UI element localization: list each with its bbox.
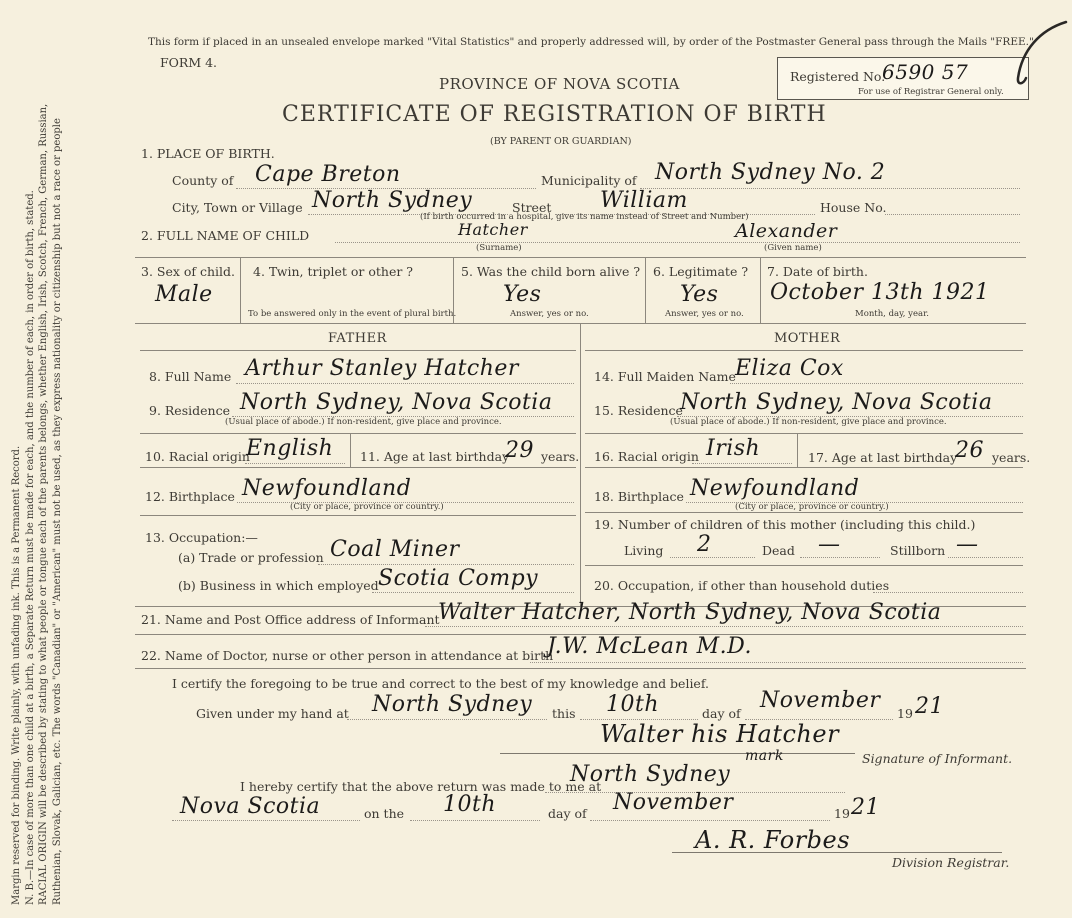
date-of-birth-value: October 13th 1921 [770, 280, 990, 305]
born-alive-label: 5. Was the child born alive ? [461, 264, 641, 279]
child-surname: Hatcher [458, 220, 528, 239]
living-label: Living [624, 543, 664, 558]
child-name-label: 2. FULL NAME OF CHILD [141, 228, 310, 243]
registrar-day-of-label: day of [548, 806, 587, 821]
given-name-caption: (Given name) [764, 243, 822, 253]
place-of-birth-heading: 1. PLACE OF BIRTH. [141, 146, 275, 161]
father-name-label: 8. Full Name [149, 369, 232, 384]
registrar-statement: I hereby certify that the above return was made to me at [240, 779, 602, 794]
margin-note: Margin reserved for binding. Write plainly, with unfading ink. This is a Permanent Record. [11, 445, 22, 905]
father-racial-value: English [246, 436, 334, 461]
county-value: Cape Breton [255, 162, 401, 187]
father-residence-value: North Sydney, Nova Scotia [240, 390, 553, 415]
father-birthplace-label: 12. Birthplace [145, 489, 235, 504]
doctor-value: J.W. McLean M.D. [547, 634, 752, 659]
mother-residence-value: North Sydney, Nova Scotia [680, 390, 993, 415]
dead-label: Dead [762, 543, 795, 558]
born-alive-note: Answer, yes or no. [510, 309, 589, 319]
father-business-label: (b) Business in which employed [178, 578, 379, 593]
surname-caption: (Surname) [476, 243, 522, 253]
mother-residence-label: 15. Residence [594, 403, 683, 418]
street-value: William [600, 188, 688, 213]
margin-notes [10, 5, 64, 905]
father-birthplace-note: (City or place, province or country.) [290, 502, 444, 512]
registrar-place-province: Nova Scotia [180, 794, 321, 819]
father-business-value: Scotia Compy [378, 566, 539, 591]
registrar-month: November [613, 790, 734, 815]
children-count-label: 19. Number of children of this mother (including this child.) [594, 517, 976, 532]
registrar-year-prefix: 19 [834, 806, 850, 821]
on-the-label: on the [364, 806, 405, 821]
informant-signature: Walter his Hatcher [600, 720, 840, 748]
doctor-label: 22. Name of Doctor, nurse or other person in attendance at birth [141, 648, 554, 663]
father-abode-note: (Usual place of abode.) If non-resident, give place and province. [225, 417, 502, 427]
mother-racial-value: Irish [706, 436, 761, 461]
living-value: 2 [697, 532, 712, 557]
form-number: FORM 4. [160, 55, 218, 70]
house-number-label: House No. [820, 200, 887, 215]
registrar-year: 21 [851, 795, 880, 820]
province-heading: PROVINCE OF NOVA SCOTIA [439, 75, 680, 93]
registrar-place: North Sydney [570, 762, 731, 787]
given-month: November [760, 688, 881, 713]
father-trade-label: (a) Trade or profession [178, 550, 324, 565]
given-label: Given under my hand at [196, 706, 349, 721]
legitimate-label: 6. Legitimate ? [653, 264, 749, 279]
city-town-village-label: City, Town or Village [172, 200, 303, 215]
street-label: Street [512, 200, 552, 215]
born-alive-value: Yes [503, 282, 542, 307]
mother-racial-label: 16. Racial origin [594, 449, 699, 464]
mother-birthplace-value: Newfoundland [690, 476, 860, 501]
legitimate-note: Answer, yes or no. [665, 309, 744, 319]
year-prefix: 19 [897, 706, 913, 721]
mother-age-label: 17. Age at last birthday [808, 450, 958, 465]
county-label: County of [172, 173, 234, 188]
date-of-birth-note: Month, day, year. [855, 309, 929, 319]
margin-note: N. B.—In case of more than one child at a birth, a Separate Return must be made for each, and the number of each, in order of birth, stated. [24, 190, 36, 905]
mother-abode-note: (Usual place of abode.) If non-resident, give place and province. [670, 417, 947, 427]
father-name-value: Arthur Stanley Hatcher [245, 356, 519, 381]
day-of-label: day of [702, 706, 741, 721]
father-birthplace-value: Newfoundland [242, 476, 412, 501]
margin-note: Ruthenian, Slovak, Galician, etc. The words "Canadian" or "American" must not be used, as they express nationality or citizenship but not a race or people [51, 118, 63, 905]
father-occupation-label: 13. Occupation:— [145, 530, 258, 545]
dead-value: — [818, 532, 841, 557]
certification-statement: I certify the foregoing to be true and correct to the best of my knowledge and belief. [172, 676, 709, 691]
mother-name-label: 14. Full Maiden Name [594, 369, 736, 384]
stillborn-value: — [956, 532, 979, 557]
town-value: North Sydney [312, 188, 473, 213]
registrar-day: 10th [443, 792, 497, 817]
sex-value: Male [155, 282, 213, 307]
mother-name-value: Eliza Cox [735, 356, 844, 381]
mother-heading: MOTHER [774, 331, 841, 346]
father-trade-value: Coal Miner [330, 537, 460, 562]
informant-signature-label: Signature of Informant. [862, 751, 1013, 766]
informant-value: Walter Hatcher, North Sydney, Nova Scotia [438, 600, 942, 625]
legitimate-value: Yes [680, 282, 719, 307]
twin-label: 4. Twin, triplet or other ? [253, 264, 413, 279]
municipality-label: Municipality of [541, 173, 637, 188]
father-heading: FATHER [328, 331, 387, 346]
page-title: CERTIFICATE OF REGISTRATION OF BIRTH [282, 102, 827, 127]
father-age-label: 11. Age at last birthday [360, 449, 510, 464]
given-place: North Sydney [372, 692, 533, 717]
registration-number: 6590 57 [882, 60, 969, 84]
ink-flourish-icon [1000, 20, 1070, 90]
registrar-signature: A. R. Forbes [695, 826, 851, 854]
father-racial-label: 10. Racial origin [145, 449, 250, 464]
father-age-value: 29 [505, 438, 534, 463]
this-label: this [552, 706, 576, 721]
registration-label: Registered No. [790, 69, 886, 84]
sex-label: 3. Sex of child. [141, 264, 236, 279]
informant-mark: mark [745, 748, 784, 764]
municipality-value: North Sydney No. 2 [655, 160, 886, 185]
mother-age-value: 26 [955, 438, 984, 463]
registration-note: For use of Registrar General only. [858, 87, 1004, 97]
father-years-label: years. [541, 449, 580, 464]
registrar-signature-label: Division Registrar. [892, 855, 1010, 870]
date-of-birth-label: 7. Date of birth. [767, 264, 868, 279]
page-subtitle: (BY PARENT OR GUARDIAN) [490, 136, 632, 147]
given-day: 10th [606, 692, 660, 717]
father-residence-label: 9. Residence [149, 403, 230, 418]
mailing-note: This form if placed in an unsealed envelope marked "Vital Statistics" and properly addressed will, by order of the Postmaster General pass through the Mails "FREE." [148, 36, 1034, 48]
informant-label: 21. Name and Post Office address of Informant [141, 612, 440, 627]
child-given-name: Alexander [735, 220, 838, 242]
registration-box [777, 57, 1029, 100]
mother-occupation-label: 20. Occupation, if other than household duties [594, 578, 890, 593]
mother-birthplace-note: (City or place, province or country.) [735, 502, 889, 512]
hospital-note: (If birth occurred in a hospital, give its name instead of Street and Number) [420, 212, 749, 222]
given-year: 21 [915, 694, 944, 719]
mother-years-label: years. [992, 450, 1031, 465]
stillborn-label: Stillborn [890, 543, 946, 558]
twin-note: To be answered only in the event of plural birth. [248, 309, 457, 319]
mother-birthplace-label: 18. Birthplace [594, 489, 684, 504]
margin-note: RACIAL ORIGIN will be described by stating to what people or tongue each of the parents belongs, whether English, Irish, Scotch, French, German, Russian, [38, 103, 49, 905]
